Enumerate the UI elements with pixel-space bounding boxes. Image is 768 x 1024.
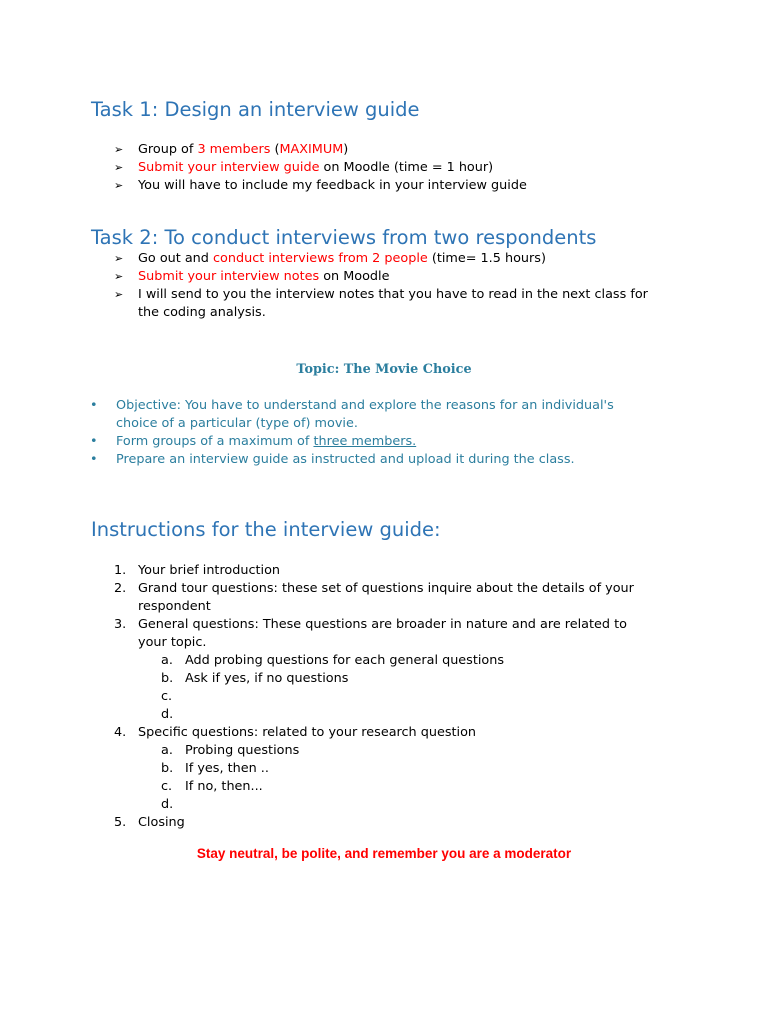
list-item: 2. Grand tour questions: these set of questions inquire about the details of your respondent: [114, 581, 634, 614]
list-item: ➢ Submit your interview guide on Moodle (time = 1 hour): [114, 160, 494, 175]
topic-bullets: [90, 397, 646, 469]
arrow-bullet-icon: ➢: [114, 179, 124, 192]
bullet-dot-icon: •: [90, 398, 98, 413]
list-item: ➢ You will have to include my feedback in your interview guide: [114, 178, 527, 193]
list-item: ➢ I will send to you the interview notes that you have to read in the next class for the coding analysis.: [114, 287, 648, 320]
item-number: 3.: [114, 617, 127, 632]
list-item: 5. Closing: [114, 815, 185, 830]
arrow-bullet-icon: ➢: [114, 288, 124, 301]
list-item: 3. General questions: These questions are broader in nature and are related to your topic. a. Add probing questions for each general questions b. Ask if yes, if no questions c. d.: [110, 616, 658, 724]
list-item: ➢ Submit your interview notes on Moodle: [114, 269, 390, 284]
list-item: ➢ Go out and conduct interviews from 2 people (time= 1.5 hours): [114, 251, 546, 266]
list-item: • Objective: You have to understand and explore the reasons for an individual's choice of a particular (type of) movie.: [90, 398, 614, 431]
sub-list: [138, 742, 658, 814]
sub-list-item: a. Add probing questions for each general questions: [161, 653, 505, 668]
sub-list-item: c. If no, then...: [161, 779, 263, 794]
sub-list-item: d.: [161, 707, 174, 722]
closing-note: Stay neutral, be polite, and remember you are a moderator: [196, 846, 572, 861]
item-number: 4.: [114, 725, 127, 740]
arrow-bullet-icon: ➢: [114, 143, 124, 156]
sub-list-item: b. If yes, then ..: [161, 761, 269, 776]
sub-list-item: b. Ask if yes, if no questions: [161, 671, 349, 686]
topic-title: Topic: The Movie Choice: [296, 362, 472, 377]
list-item: 4. Specific questions: related to your research question a. Probing questions b. If yes, then .. c. If no, then... d.: [110, 724, 658, 814]
sub-list-item: c.: [161, 689, 173, 704]
instructions-list: [110, 562, 658, 832]
instructions-heading: Instructions for the interview guide:: [91, 518, 441, 541]
task1-heading: Task 1: Design an interview guide: [91, 98, 420, 121]
arrow-bullet-icon: ➢: [114, 270, 124, 283]
bullet-dot-icon: •: [90, 434, 98, 449]
three-members-text: three members.: [313, 434, 417, 449]
sub-list-item: a. Probing questions: [161, 743, 300, 758]
item-number: 5.: [114, 815, 127, 830]
arrow-bullet-icon: ➢: [114, 161, 124, 174]
task1-list: [114, 141, 668, 195]
item-number: 2.: [114, 581, 127, 596]
bullet-dot-icon: •: [90, 452, 98, 467]
list-item: • Form groups of a maximum of three members.: [90, 434, 417, 449]
list-item: ➢ Group of 3 members (MAXIMUM): [114, 142, 349, 157]
sub-list: [138, 652, 658, 724]
task2-heading: Task 2: To conduct interviews from two respondents: [91, 226, 597, 249]
list-item: • Prepare an interview guide as instructed and upload it during the class.: [90, 452, 575, 467]
list-item: 1. Your brief introduction: [114, 563, 281, 578]
task2-list: [114, 250, 668, 322]
item-number: 1.: [114, 563, 127, 578]
sub-list-item: d.: [161, 797, 174, 812]
arrow-bullet-icon: ➢: [114, 252, 124, 265]
